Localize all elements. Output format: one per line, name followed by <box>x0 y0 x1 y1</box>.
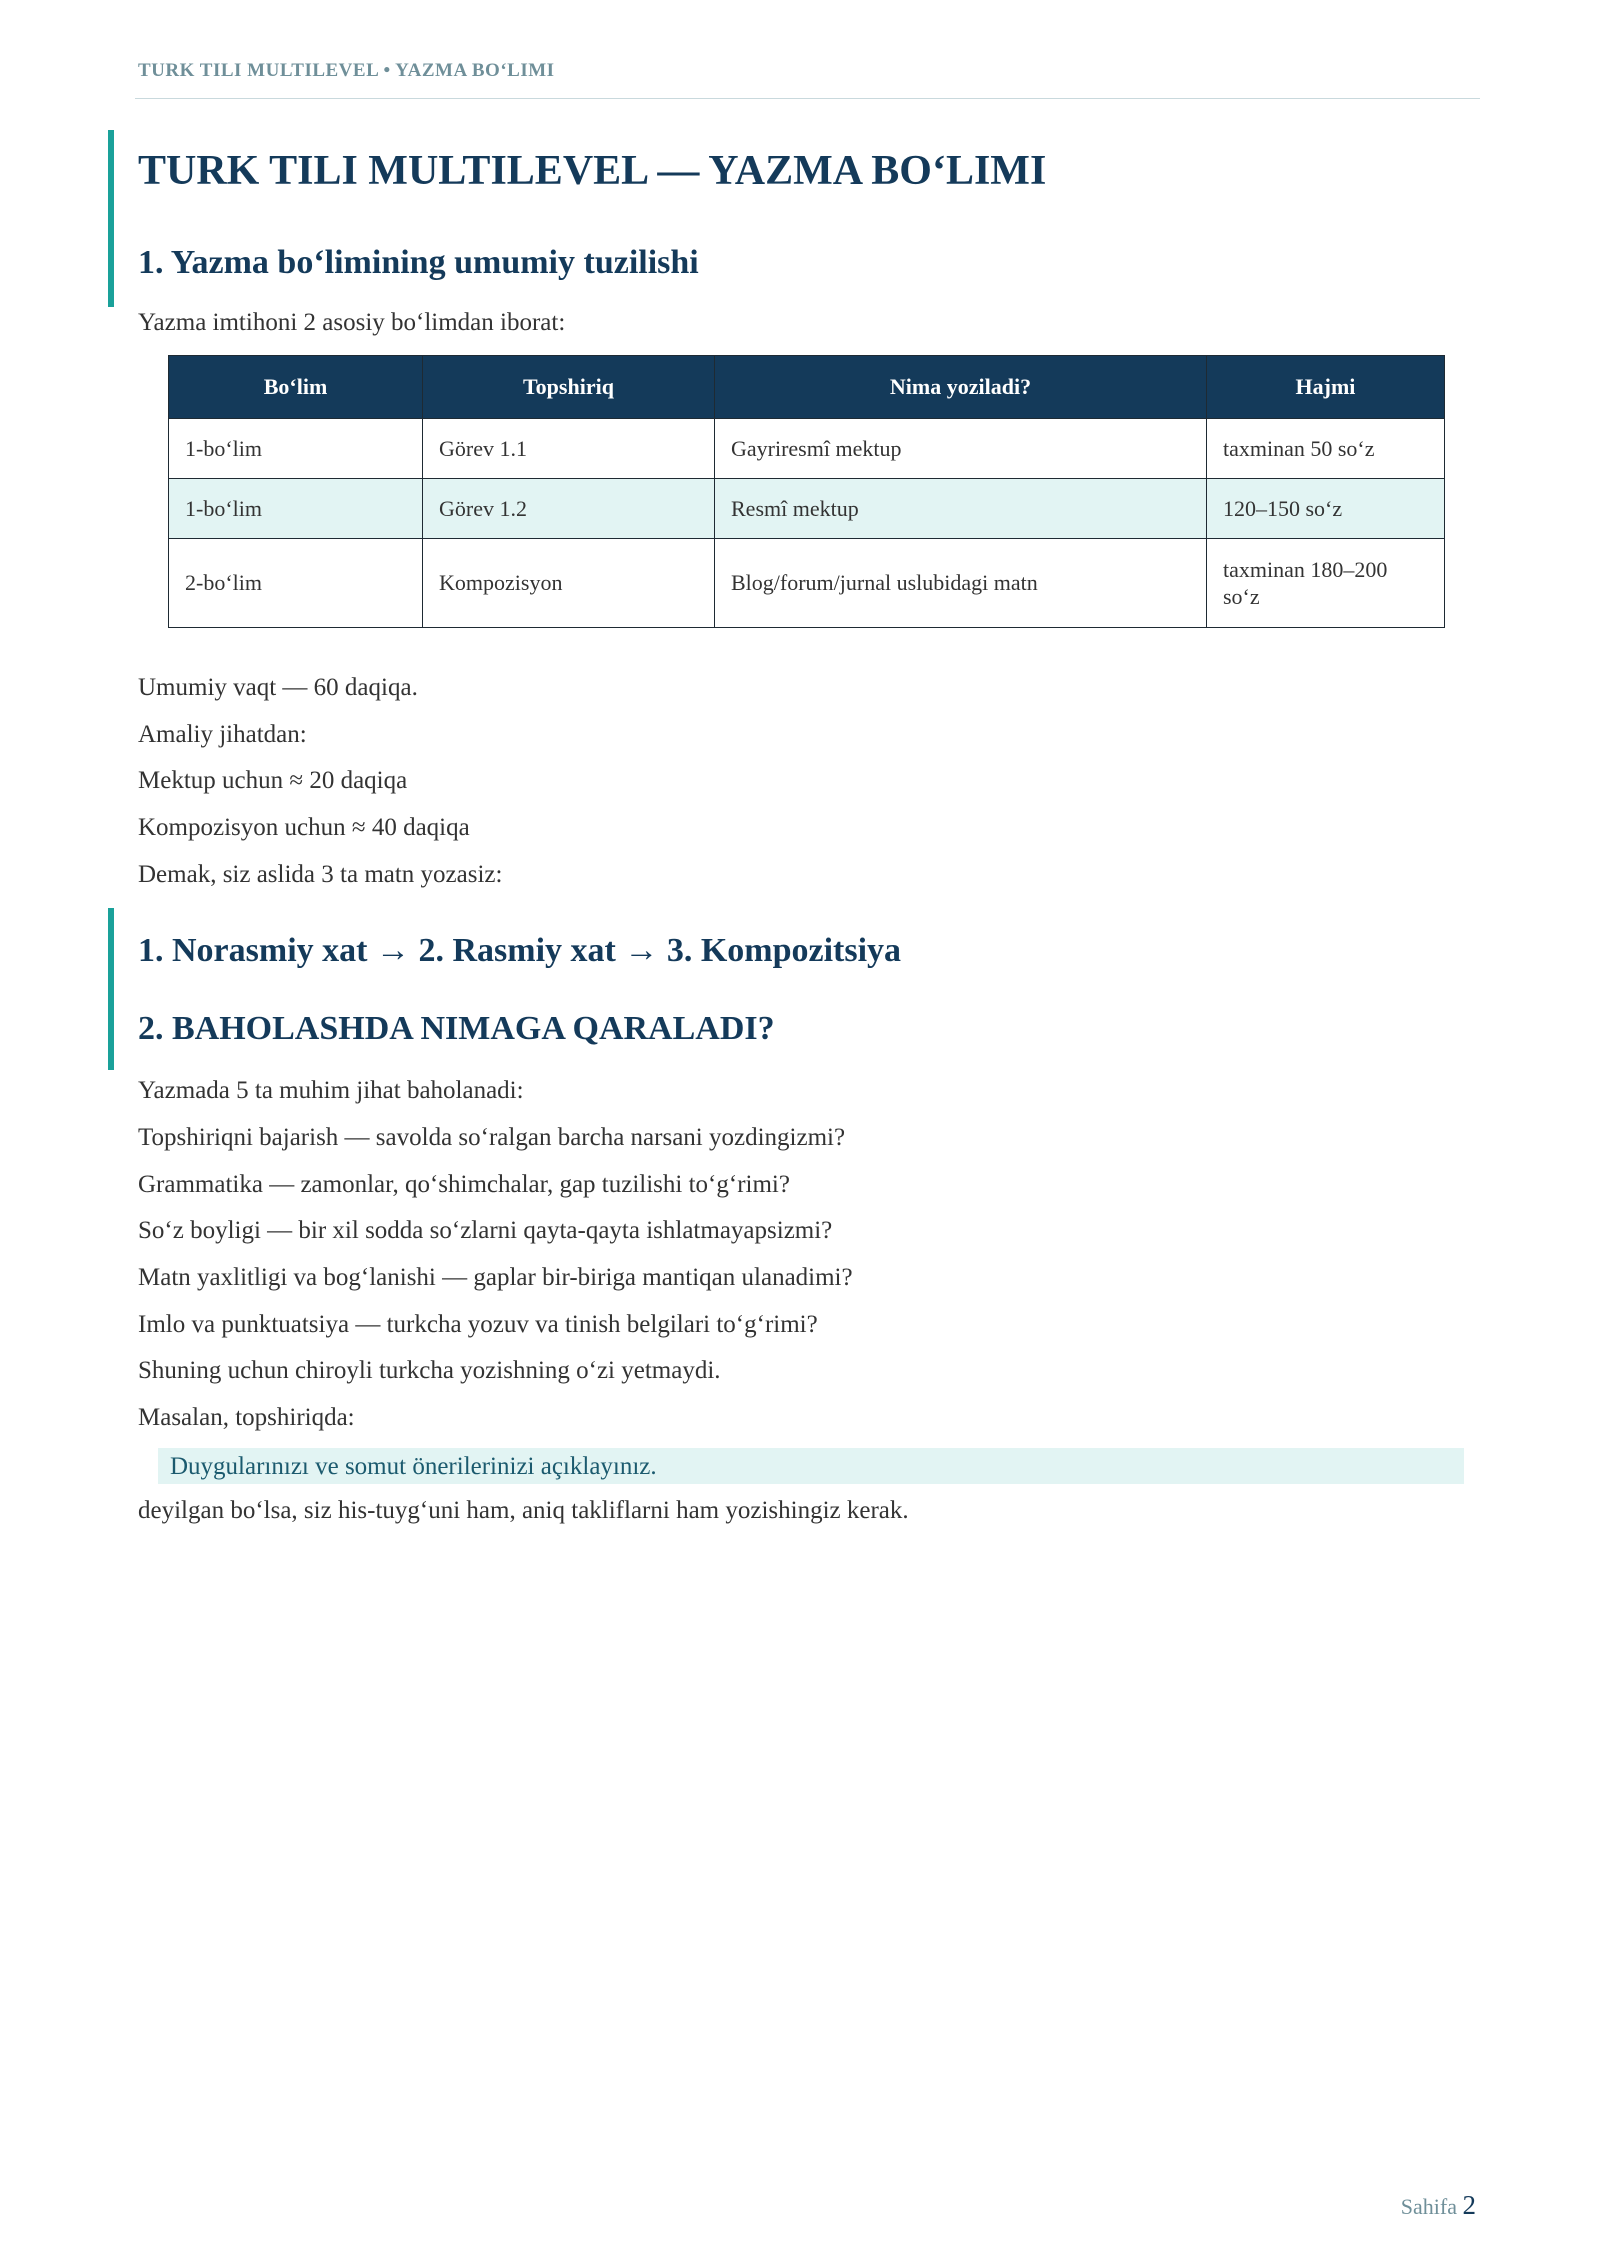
table-header-row <box>169 356 1445 419</box>
sequence-heading: 1. Norasmiy xat → 2. Rasmiy xat → 3. Kompozitsiya <box>138 932 902 969</box>
table-cell: Görev 1.2 <box>423 479 715 539</box>
table-cell: taxminan 180–200 so‘z <box>1207 539 1445 628</box>
paragraph: Kompozisyon uchun ≈ 40 daqiqa <box>138 814 470 841</box>
paragraph: Imlo va punktuatsiya — turkcha yozuv va tinish belgilari to‘g‘rimi? <box>138 1311 818 1338</box>
section-heading-structure: 1. Yazma bo‘limining umumiy tuzilishi <box>138 244 699 281</box>
section-accent-bar <box>108 908 114 1070</box>
table-row <box>169 539 1445 628</box>
page-number: 2 <box>1462 2190 1476 2220</box>
section-intro: Yazma imtihoni 2 asosiy bo‘limdan iborat: <box>138 309 566 336</box>
table-header-cell: Hajmi <box>1207 356 1445 419</box>
paragraph: So‘z boyligi — bir xil sodda so‘zlarni qayta-qayta ishlatmayapsizmi? <box>138 1217 833 1244</box>
table-cell: Gayriresmî mektup <box>715 419 1207 479</box>
table-cell: Görev 1.1 <box>423 419 715 479</box>
table-cell: taxminan 50 so‘z <box>1207 419 1445 479</box>
table-cell: 1-bo‘lim <box>169 479 423 539</box>
table-cell: Blog/forum/jurnal uslubidagi matn <box>715 539 1207 628</box>
table-cell: 2-bo‘lim <box>169 539 423 628</box>
paragraph: Mektup uchun ≈ 20 daqiqa <box>138 767 408 794</box>
running-header: TURK TILI MULTILEVEL • YAZMA BO‘LIMI <box>138 60 555 81</box>
table-row <box>169 419 1445 479</box>
header-divider <box>135 98 1480 99</box>
section-accent-bar <box>108 130 114 307</box>
table-cell: 120–150 so‘z <box>1207 479 1445 539</box>
example-quote: Duygularınızı ve somut önerilerinizi açıklayınız. <box>170 1453 657 1480</box>
paragraph: Yazmada 5 ta muhim jihat baholanadi: <box>138 1077 524 1104</box>
paragraph: Grammatika — zamonlar, qo‘shimchalar, gap tuzilishi to‘g‘rimi? <box>138 1171 790 1198</box>
page-footer <box>1401 2190 1476 2221</box>
table-header-cell: Nima yoziladi? <box>715 356 1207 419</box>
paragraph: Masalan, topshiriqda: <box>138 1404 355 1431</box>
paragraph: Amaliy jihatdan: <box>138 721 307 748</box>
paragraph: Topshiriqni bajarish — savolda so‘ralgan barcha narsani yozdingizmi? <box>138 1124 846 1151</box>
paragraph: Demak, siz aslida 3 ta matn yozasiz: <box>138 861 503 888</box>
table-header-cell: Bo‘lim <box>169 356 423 419</box>
writing-parts-table <box>168 355 1445 628</box>
table-header-cell: Topshiriq <box>423 356 715 419</box>
section-heading-assessment: 2. BAHOLASHDA NIMAGA QARALADI? <box>138 1010 775 1047</box>
paragraph: Umumiy vaqt — 60 daqiqa. <box>138 674 418 701</box>
table-cell: 1-bo‘lim <box>169 419 423 479</box>
table-cell: Resmî mektup <box>715 479 1207 539</box>
paragraph: Shuning uchun chiroyli turkcha yozishning o‘zi yetmaydi. <box>138 1357 721 1384</box>
table-cell: Kompozisyon <box>423 539 715 628</box>
paragraph: Matn yaxlitligi va bog‘lanishi — gaplar bir-biriga mantiqan ulanadimi? <box>138 1264 853 1291</box>
table-row <box>169 479 1445 539</box>
page-title: TURK TILI MULTILEVEL — YAZMA BO‘LIMI <box>138 148 1047 194</box>
closing-paragraph: deyilgan bo‘lsa, siz his-tuyg‘uni ham, aniq takliflarni ham yozishingiz kerak. <box>138 1497 909 1524</box>
page-label: Sahifa <box>1400 2194 1457 2219</box>
